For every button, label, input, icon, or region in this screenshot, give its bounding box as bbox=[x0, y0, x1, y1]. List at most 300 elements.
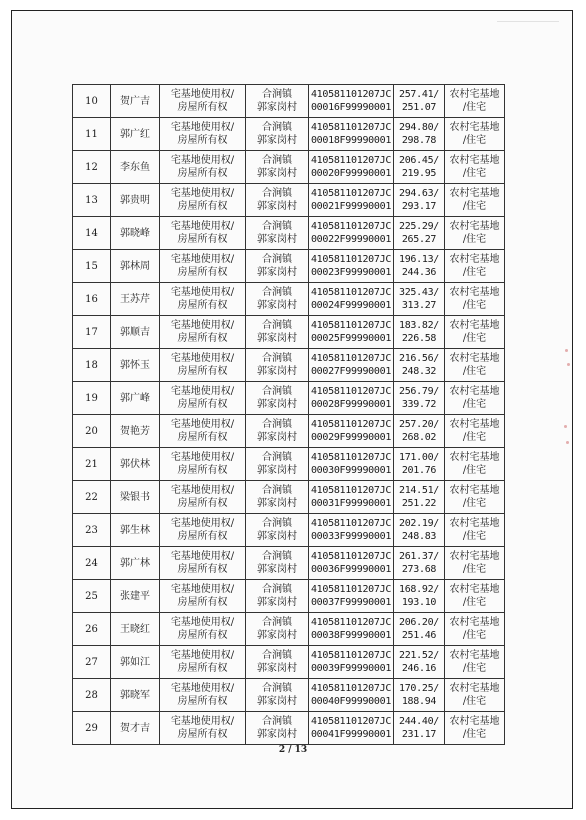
usage-cell bbox=[445, 85, 505, 118]
owner-name-cell: 贺广吉 bbox=[111, 85, 160, 118]
location-cell bbox=[246, 712, 309, 745]
location-line: 郭家岗村 bbox=[257, 267, 297, 278]
table-row bbox=[73, 283, 505, 316]
usage-cell bbox=[445, 217, 505, 250]
right-type-line: 房屋所有权 bbox=[177, 531, 228, 542]
usage-line: 农村宅基地 bbox=[449, 221, 500, 232]
row-number-cell: 14 bbox=[73, 217, 111, 250]
unit-code-line: 410581101207JC bbox=[310, 221, 392, 232]
location-line: 合涧镇 bbox=[262, 386, 292, 397]
table-row bbox=[73, 448, 505, 481]
area-line: 219.95 bbox=[401, 168, 437, 179]
scan-speck bbox=[565, 349, 568, 352]
location-cell bbox=[246, 679, 309, 712]
location-cell bbox=[246, 85, 309, 118]
row-number-cell: 22 bbox=[73, 481, 111, 514]
unit-code-cell bbox=[309, 184, 394, 217]
scan-speck bbox=[566, 441, 569, 444]
right-type-cell bbox=[160, 184, 246, 217]
area-line: 171.00/ bbox=[398, 452, 440, 463]
location-line: 合涧镇 bbox=[262, 485, 292, 496]
unit-code-cell bbox=[309, 448, 394, 481]
location-line: 郭家岗村 bbox=[257, 201, 297, 212]
right-type-line: 房屋所有权 bbox=[177, 564, 228, 575]
usage-line: 农村宅基地 bbox=[449, 320, 500, 331]
table-row bbox=[73, 481, 505, 514]
location-line: 合涧镇 bbox=[262, 617, 292, 628]
usage-cell bbox=[445, 151, 505, 184]
unit-code-cell bbox=[309, 85, 394, 118]
right-type-cell bbox=[160, 448, 246, 481]
area-line: 216.56/ bbox=[398, 353, 440, 364]
unit-code-line: 410581101207JC bbox=[310, 320, 392, 331]
usage-line: /住宅 bbox=[462, 168, 487, 179]
unit-code-cell bbox=[309, 580, 394, 613]
usage-line: /住宅 bbox=[462, 201, 487, 212]
right-type-line: 宅基地使用权/ bbox=[170, 584, 235, 595]
right-type-line: 房屋所有权 bbox=[177, 234, 228, 245]
right-type-line: 宅基地使用权/ bbox=[170, 254, 235, 265]
location-line: 合涧镇 bbox=[262, 254, 292, 265]
area-cell bbox=[394, 349, 445, 382]
right-type-line: 宅基地使用权/ bbox=[170, 122, 235, 133]
area-cell bbox=[394, 415, 445, 448]
unit-code-line: 410581101207JC bbox=[310, 122, 392, 133]
usage-line: /住宅 bbox=[462, 663, 487, 674]
unit-code-line: 410581101207JC bbox=[310, 518, 392, 529]
unit-code-cell bbox=[309, 547, 394, 580]
area-line: 193.10 bbox=[401, 597, 437, 608]
usage-line: 农村宅基地 bbox=[449, 584, 500, 595]
area-line: 256.79/ bbox=[398, 386, 440, 397]
scan-speck bbox=[564, 425, 567, 428]
location-cell bbox=[246, 415, 309, 448]
area-cell bbox=[394, 382, 445, 415]
location-cell bbox=[246, 217, 309, 250]
right-type-line: 房屋所有权 bbox=[177, 663, 228, 674]
usage-line: /住宅 bbox=[462, 597, 487, 608]
right-type-line: 宅基地使用权/ bbox=[170, 683, 235, 694]
right-type-line: 宅基地使用权/ bbox=[170, 419, 235, 430]
unit-code-line: 00018F99990001 bbox=[310, 135, 392, 146]
location-cell bbox=[246, 349, 309, 382]
area-line: 339.72 bbox=[401, 399, 437, 410]
right-type-line: 宅基地使用权/ bbox=[170, 320, 235, 331]
unit-code-cell bbox=[309, 481, 394, 514]
row-number-cell: 28 bbox=[73, 679, 111, 712]
usage-line: 农村宅基地 bbox=[449, 254, 500, 265]
right-type-cell bbox=[160, 613, 246, 646]
unit-code-line: 00036F99990001 bbox=[310, 564, 392, 575]
table-row bbox=[73, 85, 505, 118]
usage-cell bbox=[445, 712, 505, 745]
area-line: 206.45/ bbox=[398, 155, 440, 166]
area-line: 201.76 bbox=[401, 465, 437, 476]
area-line: 244.40/ bbox=[398, 716, 440, 727]
owner-name-cell: 李东鱼 bbox=[111, 151, 160, 184]
unit-code-line: 00020F99990001 bbox=[310, 168, 392, 179]
row-number-cell: 12 bbox=[73, 151, 111, 184]
row-number-cell: 21 bbox=[73, 448, 111, 481]
location-line: 合涧镇 bbox=[262, 221, 292, 232]
unit-code-line: 00030F99990001 bbox=[310, 465, 392, 476]
right-type-line: 宅基地使用权/ bbox=[170, 650, 235, 661]
unit-code-cell bbox=[309, 118, 394, 151]
table-row bbox=[73, 349, 505, 382]
area-cell bbox=[394, 448, 445, 481]
area-line: 293.17 bbox=[401, 201, 437, 212]
unit-code-cell bbox=[309, 679, 394, 712]
usage-line: /住宅 bbox=[462, 399, 487, 410]
right-type-line: 房屋所有权 bbox=[177, 399, 228, 410]
table-body bbox=[73, 85, 505, 745]
location-cell bbox=[246, 316, 309, 349]
area-line: 196.13/ bbox=[398, 254, 440, 265]
scan-artifact bbox=[497, 21, 559, 22]
area-cell bbox=[394, 85, 445, 118]
location-line: 郭家岗村 bbox=[257, 234, 297, 245]
area-line: 202.19/ bbox=[398, 518, 440, 529]
location-line: 合涧镇 bbox=[262, 188, 292, 199]
location-line: 合涧镇 bbox=[262, 551, 292, 562]
owner-name-cell: 王晓红 bbox=[111, 613, 160, 646]
area-cell bbox=[394, 250, 445, 283]
area-line: 188.94 bbox=[401, 696, 437, 707]
owner-name-cell: 郭怀玉 bbox=[111, 349, 160, 382]
unit-code-cell bbox=[309, 712, 394, 745]
right-type-cell bbox=[160, 481, 246, 514]
right-type-cell bbox=[160, 118, 246, 151]
location-cell bbox=[246, 283, 309, 316]
usage-line: /住宅 bbox=[462, 432, 487, 443]
right-type-line: 宅基地使用权/ bbox=[170, 221, 235, 232]
usage-cell bbox=[445, 679, 505, 712]
unit-code-line: 410581101207JC bbox=[310, 452, 392, 463]
right-type-line: 房屋所有权 bbox=[177, 300, 228, 311]
usage-line: 农村宅基地 bbox=[449, 518, 500, 529]
usage-line: 农村宅基地 bbox=[449, 485, 500, 496]
owner-name-cell: 郭广红 bbox=[111, 118, 160, 151]
right-type-line: 房屋所有权 bbox=[177, 135, 228, 146]
area-line: 251.07 bbox=[401, 102, 437, 113]
usage-line: 农村宅基地 bbox=[449, 386, 500, 397]
unit-code-line: 410581101207JC bbox=[310, 716, 392, 727]
location-line: 郭家岗村 bbox=[257, 597, 297, 608]
area-line: 273.68 bbox=[401, 564, 437, 575]
unit-code-line: 00029F99990001 bbox=[310, 432, 392, 443]
location-line: 郭家岗村 bbox=[257, 300, 297, 311]
area-cell bbox=[394, 646, 445, 679]
area-line: 231.17 bbox=[401, 729, 437, 740]
owner-name-cell: 梁银书 bbox=[111, 481, 160, 514]
usage-cell bbox=[445, 382, 505, 415]
table-row bbox=[73, 316, 505, 349]
right-type-cell bbox=[160, 382, 246, 415]
owner-name-cell: 张建平 bbox=[111, 580, 160, 613]
area-line: 225.29/ bbox=[398, 221, 440, 232]
location-line: 合涧镇 bbox=[262, 155, 292, 166]
unit-code-cell bbox=[309, 613, 394, 646]
row-number-cell: 25 bbox=[73, 580, 111, 613]
location-line: 合涧镇 bbox=[262, 353, 292, 364]
area-line: 183.82/ bbox=[398, 320, 440, 331]
location-cell bbox=[246, 448, 309, 481]
unit-code-line: 410581101207JC bbox=[310, 683, 392, 694]
location-line: 郭家岗村 bbox=[257, 432, 297, 443]
usage-line: 农村宅基地 bbox=[449, 188, 500, 199]
right-type-cell bbox=[160, 712, 246, 745]
usage-line: /住宅 bbox=[462, 531, 487, 542]
area-line: 298.78 bbox=[401, 135, 437, 146]
location-line: 合涧镇 bbox=[262, 320, 292, 331]
right-type-line: 宅基地使用权/ bbox=[170, 188, 235, 199]
location-cell bbox=[246, 514, 309, 547]
usage-line: 农村宅基地 bbox=[449, 617, 500, 628]
location-line: 合涧镇 bbox=[262, 716, 292, 727]
location-line: 合涧镇 bbox=[262, 650, 292, 661]
right-type-cell bbox=[160, 85, 246, 118]
right-type-line: 房屋所有权 bbox=[177, 465, 228, 476]
right-type-line: 房屋所有权 bbox=[177, 267, 228, 278]
area-cell bbox=[394, 283, 445, 316]
unit-code-line: 410581101207JC bbox=[310, 188, 392, 199]
right-type-line: 宅基地使用权/ bbox=[170, 353, 235, 364]
unit-code-line: 00024F99990001 bbox=[310, 300, 392, 311]
right-type-line: 宅基地使用权/ bbox=[170, 551, 235, 562]
area-line: 257.20/ bbox=[398, 419, 440, 430]
table-row bbox=[73, 613, 505, 646]
area-cell bbox=[394, 118, 445, 151]
area-line: 294.63/ bbox=[398, 188, 440, 199]
unit-code-line: 00025F99990001 bbox=[310, 333, 392, 344]
owner-name-cell: 郭林周 bbox=[111, 250, 160, 283]
scan-speck bbox=[567, 363, 570, 366]
location-cell bbox=[246, 382, 309, 415]
location-cell bbox=[246, 481, 309, 514]
usage-cell bbox=[445, 448, 505, 481]
area-line: 268.02 bbox=[401, 432, 437, 443]
owner-name-cell: 郭如江 bbox=[111, 646, 160, 679]
right-type-line: 房屋所有权 bbox=[177, 102, 228, 113]
usage-cell bbox=[445, 118, 505, 151]
area-cell bbox=[394, 580, 445, 613]
owner-name-cell: 贺艳芳 bbox=[111, 415, 160, 448]
unit-code-line: 410581101207JC bbox=[310, 650, 392, 661]
page-number: 2 / 13 bbox=[278, 745, 308, 755]
right-type-cell bbox=[160, 316, 246, 349]
unit-code-line: 410581101207JC bbox=[310, 155, 392, 166]
unit-code-line: 410581101207JC bbox=[310, 353, 392, 364]
unit-code-line: 410581101207JC bbox=[310, 485, 392, 496]
right-type-cell bbox=[160, 283, 246, 316]
owner-name-cell: 郭顺吉 bbox=[111, 316, 160, 349]
right-type-line: 宅基地使用权/ bbox=[170, 716, 235, 727]
row-number-cell: 29 bbox=[73, 712, 111, 745]
location-line: 郭家岗村 bbox=[257, 333, 297, 344]
usage-cell bbox=[445, 547, 505, 580]
owner-name-cell: 郭贵明 bbox=[111, 184, 160, 217]
unit-code-line: 00031F99990001 bbox=[310, 498, 392, 509]
unit-code-cell bbox=[309, 250, 394, 283]
area-cell bbox=[394, 184, 445, 217]
location-line: 合涧镇 bbox=[262, 122, 292, 133]
area-line: 325.43/ bbox=[398, 287, 440, 298]
area-line: 226.58 bbox=[401, 333, 437, 344]
usage-line: /住宅 bbox=[462, 267, 487, 278]
area-cell bbox=[394, 514, 445, 547]
table-row bbox=[73, 646, 505, 679]
row-number-cell: 11 bbox=[73, 118, 111, 151]
location-cell bbox=[246, 250, 309, 283]
right-type-cell bbox=[160, 151, 246, 184]
row-number-cell: 18 bbox=[73, 349, 111, 382]
right-type-line: 房屋所有权 bbox=[177, 432, 228, 443]
usage-cell bbox=[445, 514, 505, 547]
location-cell bbox=[246, 118, 309, 151]
location-line: 郭家岗村 bbox=[257, 630, 297, 641]
usage-line: /住宅 bbox=[462, 465, 487, 476]
location-line: 合涧镇 bbox=[262, 584, 292, 595]
owner-name-cell: 王苏芹 bbox=[111, 283, 160, 316]
location-cell bbox=[246, 547, 309, 580]
area-line: 251.46 bbox=[401, 630, 437, 641]
location-line: 合涧镇 bbox=[262, 419, 292, 430]
location-line: 合涧镇 bbox=[262, 518, 292, 529]
right-type-line: 宅基地使用权/ bbox=[170, 386, 235, 397]
area-line: 251.22 bbox=[401, 498, 437, 509]
unit-code-line: 00022F99990001 bbox=[310, 234, 392, 245]
owner-name-cell: 郭广林 bbox=[111, 547, 160, 580]
owner-name-cell: 郭晓军 bbox=[111, 679, 160, 712]
unit-code-line: 00038F99990001 bbox=[310, 630, 392, 641]
usage-cell bbox=[445, 613, 505, 646]
right-type-cell bbox=[160, 679, 246, 712]
unit-code-line: 410581101207JC bbox=[310, 617, 392, 628]
area-line: 265.27 bbox=[401, 234, 437, 245]
right-type-line: 房屋所有权 bbox=[177, 696, 228, 707]
area-cell bbox=[394, 151, 445, 184]
usage-line: /住宅 bbox=[462, 102, 487, 113]
usage-cell bbox=[445, 349, 505, 382]
location-line: 郭家岗村 bbox=[257, 399, 297, 410]
area-cell bbox=[394, 547, 445, 580]
usage-line: /住宅 bbox=[462, 498, 487, 509]
location-line: 郭家岗村 bbox=[257, 564, 297, 575]
unit-code-line: 00040F99990001 bbox=[310, 696, 392, 707]
area-cell bbox=[394, 481, 445, 514]
table-row bbox=[73, 712, 505, 745]
unit-code-line: 00037F99990001 bbox=[310, 597, 392, 608]
table-row bbox=[73, 514, 505, 547]
unit-code-line: 00033F99990001 bbox=[310, 531, 392, 542]
table-row bbox=[73, 415, 505, 448]
area-cell bbox=[394, 613, 445, 646]
location-line: 郭家岗村 bbox=[257, 498, 297, 509]
right-type-line: 房屋所有权 bbox=[177, 630, 228, 641]
area-cell bbox=[394, 679, 445, 712]
usage-line: 农村宅基地 bbox=[449, 683, 500, 694]
unit-code-cell bbox=[309, 646, 394, 679]
unit-code-line: 00027F99990001 bbox=[310, 366, 392, 377]
owner-name-cell: 郭广峰 bbox=[111, 382, 160, 415]
right-type-cell bbox=[160, 250, 246, 283]
location-line: 郭家岗村 bbox=[257, 102, 297, 113]
location-cell bbox=[246, 184, 309, 217]
usage-line: /住宅 bbox=[462, 564, 487, 575]
area-line: 294.80/ bbox=[398, 122, 440, 133]
location-line: 郭家岗村 bbox=[257, 729, 297, 740]
location-cell bbox=[246, 613, 309, 646]
usage-line: 农村宅基地 bbox=[449, 353, 500, 364]
table-row bbox=[73, 547, 505, 580]
unit-code-cell bbox=[309, 514, 394, 547]
table-row bbox=[73, 151, 505, 184]
location-line: 合涧镇 bbox=[262, 287, 292, 298]
usage-line: 农村宅基地 bbox=[449, 716, 500, 727]
location-line: 郭家岗村 bbox=[257, 135, 297, 146]
right-type-cell bbox=[160, 217, 246, 250]
area-line: 206.20/ bbox=[398, 617, 440, 628]
location-line: 郭家岗村 bbox=[257, 531, 297, 542]
unit-code-cell bbox=[309, 217, 394, 250]
right-type-line: 宅基地使用权/ bbox=[170, 485, 235, 496]
usage-line: /住宅 bbox=[462, 630, 487, 641]
location-line: 郭家岗村 bbox=[257, 663, 297, 674]
location-line: 合涧镇 bbox=[262, 452, 292, 463]
location-cell bbox=[246, 151, 309, 184]
usage-cell bbox=[445, 184, 505, 217]
location-line: 郭家岗村 bbox=[257, 465, 297, 476]
usage-line: 农村宅基地 bbox=[449, 122, 500, 133]
right-type-line: 房屋所有权 bbox=[177, 333, 228, 344]
unit-code-line: 00016F99990001 bbox=[310, 102, 392, 113]
right-type-line: 宅基地使用权/ bbox=[170, 452, 235, 463]
location-cell bbox=[246, 646, 309, 679]
unit-code-cell bbox=[309, 283, 394, 316]
location-line: 郭家岗村 bbox=[257, 168, 297, 179]
owner-name-cell: 郭生林 bbox=[111, 514, 160, 547]
usage-line: 农村宅基地 bbox=[449, 287, 500, 298]
area-line: 168.92/ bbox=[398, 584, 440, 595]
row-number-cell: 13 bbox=[73, 184, 111, 217]
unit-code-cell bbox=[309, 382, 394, 415]
usage-line: 农村宅基地 bbox=[449, 452, 500, 463]
usage-cell bbox=[445, 316, 505, 349]
table-row bbox=[73, 118, 505, 151]
row-number-cell: 19 bbox=[73, 382, 111, 415]
right-type-line: 宅基地使用权/ bbox=[170, 89, 235, 100]
unit-code-cell bbox=[309, 415, 394, 448]
right-type-cell bbox=[160, 415, 246, 448]
usage-cell bbox=[445, 580, 505, 613]
area-line: 248.32 bbox=[401, 366, 437, 377]
location-line: 郭家岗村 bbox=[257, 696, 297, 707]
row-number-cell: 27 bbox=[73, 646, 111, 679]
location-cell bbox=[246, 580, 309, 613]
usage-line: /住宅 bbox=[462, 234, 487, 245]
row-number-cell: 17 bbox=[73, 316, 111, 349]
usage-line: /住宅 bbox=[462, 300, 487, 311]
unit-code-line: 410581101207JC bbox=[310, 419, 392, 430]
table-row bbox=[73, 250, 505, 283]
area-line: 246.16 bbox=[401, 663, 437, 674]
record-table bbox=[72, 84, 505, 745]
row-number-cell: 15 bbox=[73, 250, 111, 283]
area-line: 221.52/ bbox=[398, 650, 440, 661]
area-line: 244.36 bbox=[401, 267, 437, 278]
row-number-cell: 26 bbox=[73, 613, 111, 646]
area-cell bbox=[394, 316, 445, 349]
